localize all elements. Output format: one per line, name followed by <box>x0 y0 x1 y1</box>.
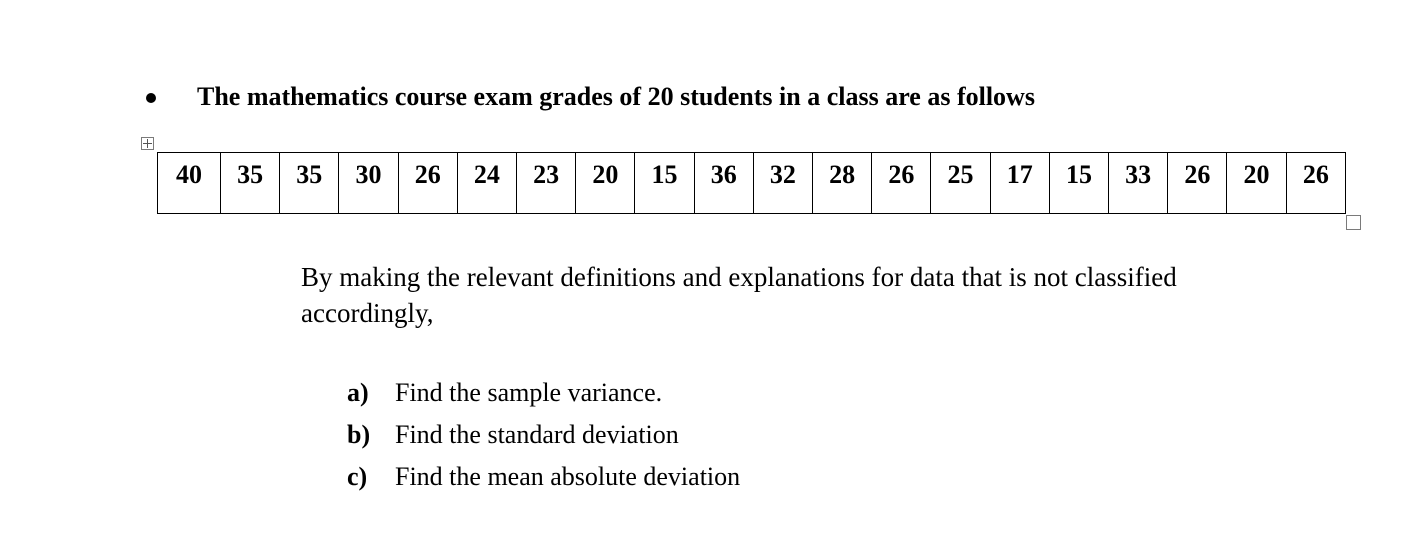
question-text: Find the standard deviation <box>395 420 679 449</box>
grade-cell[interactable]: 20 <box>1227 153 1286 214</box>
grade-cell[interactable]: 26 <box>872 153 931 214</box>
table-move-handle-icon[interactable] <box>141 137 154 150</box>
question-list <box>347 378 740 504</box>
grade-cell[interactable]: 15 <box>635 153 694 214</box>
bullet-icon <box>146 93 156 103</box>
list-item <box>347 420 740 462</box>
grades-table <box>157 152 1346 214</box>
question-label: b) <box>347 420 371 449</box>
question-label: a) <box>347 378 369 407</box>
intro-bullet-item <box>146 82 1035 112</box>
grade-cell[interactable]: 17 <box>990 153 1049 214</box>
table-resize-handle-icon[interactable] <box>1346 215 1361 230</box>
table-row <box>158 153 1346 214</box>
list-item <box>347 462 740 504</box>
list-item <box>347 378 740 420</box>
grade-cell[interactable]: 26 <box>398 153 457 214</box>
grade-cell[interactable]: 26 <box>1168 153 1227 214</box>
question-text: Find the mean absolute deviation <box>395 462 741 491</box>
intro-text: The mathematics course exam grades of 20 students in a class are as follows <box>197 82 1035 111</box>
grade-cell[interactable]: 23 <box>517 153 576 214</box>
question-text: Find the sample variance. <box>395 378 663 407</box>
grade-cell[interactable]: 20 <box>576 153 635 214</box>
grade-cell[interactable]: 36 <box>694 153 753 214</box>
grade-cell[interactable]: 32 <box>753 153 812 214</box>
grade-cell[interactable]: 30 <box>339 153 398 214</box>
grade-cell[interactable]: 35 <box>280 153 339 214</box>
grade-cell[interactable]: 28 <box>813 153 872 214</box>
question-label: c) <box>347 462 368 491</box>
grade-cell[interactable]: 33 <box>1109 153 1168 214</box>
instruction-paragraph: By making the relevant definitions and explanations for data that is not classified accordingly, <box>301 262 1177 328</box>
grade-cell[interactable]: 25 <box>931 153 990 214</box>
grade-cell[interactable]: 35 <box>221 153 280 214</box>
grade-cell[interactable]: 15 <box>1049 153 1108 214</box>
grade-cell[interactable]: 26 <box>1286 153 1345 214</box>
grade-cell[interactable]: 40 <box>158 153 221 214</box>
grade-cell[interactable]: 24 <box>457 153 516 214</box>
